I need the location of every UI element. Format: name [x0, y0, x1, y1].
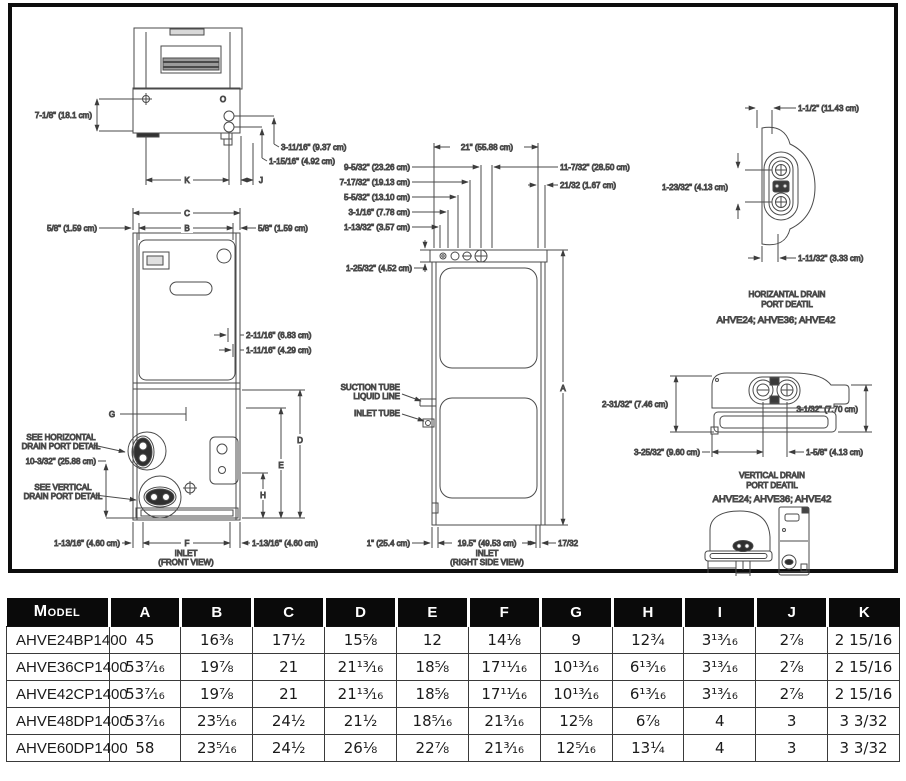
dim-label: 2-31/32" (7.46 cm): [602, 400, 668, 409]
dim-label-e: E: [278, 461, 284, 470]
value-cell: 15⅝: [325, 627, 397, 654]
value-cell: 3: [756, 708, 828, 735]
value-cell: 21¹³⁄₁₆: [325, 654, 397, 681]
value-cell: 12⅝: [540, 708, 612, 735]
detail-caption-2: PORT DEATIL: [746, 481, 798, 490]
dim-label: 10-3/32" (25.88 cm): [25, 457, 96, 466]
dim-label: 1-25/32" (4.52 cm): [346, 264, 412, 273]
dim-label-a: A: [560, 384, 566, 393]
top-view-drawing: [35, 28, 347, 185]
dim-label: 1-1/2" (11.43 cm): [798, 104, 859, 113]
view-caption-inlet: INLET: [475, 549, 499, 558]
dim-label: 1-15/16" (4.92 cm): [269, 157, 335, 166]
dim-label: 3-1/16" (7.78 cm): [348, 208, 410, 217]
model-cell: AHVE24BP1400: [7, 627, 110, 654]
model-cell: AHVE48DP1400: [7, 708, 110, 735]
value-cell: 3 3/32: [828, 708, 900, 735]
dim-label: 17/32: [558, 539, 579, 548]
column-header-i: I: [684, 598, 756, 627]
value-cell: 21³⁄₁₆: [468, 735, 540, 762]
value-cell: 2 15/16: [828, 654, 900, 681]
dim-label: 1-11/16" (4.29 cm): [246, 346, 312, 355]
column-header-d: D: [325, 598, 397, 627]
column-header-model: Model: [7, 598, 110, 627]
model-cell: AHVE42CP1400: [7, 681, 110, 708]
dim-label: 3-1/32" (7.70 cm): [796, 405, 858, 414]
value-cell: 21³⁄₁₆: [468, 708, 540, 735]
dim-label: 1-13/16" (4.60 cm): [252, 539, 318, 548]
dim-label: 2-11/16" (6.83 cm): [246, 331, 312, 340]
column-header-g: G: [540, 598, 612, 627]
horizontal-drain-detail-drawing: [662, 104, 864, 326]
detail-caption: VERTICAL DRAIN: [739, 471, 805, 480]
dim-label: 7-17/32" (19.13 cm): [339, 178, 410, 187]
value-cell: 3¹³⁄₁₆: [684, 681, 756, 708]
dim-label: 3-11/16" (9.37 cm): [281, 143, 347, 152]
value-cell: 6¹³⁄₁₆: [612, 654, 684, 681]
value-cell: 10¹³⁄₁₆: [540, 654, 612, 681]
value-cell: 17¹¹⁄₁₆: [468, 681, 540, 708]
detail-models: AHVE24; AHVE36; AHVE42: [716, 315, 836, 326]
dim-label-d: D: [297, 436, 303, 445]
value-cell: 3 3/32: [828, 735, 900, 762]
dim-label: 19.5" (49.53 cm): [457, 539, 517, 548]
callout-suction-tube: SUCTION TUBE: [340, 383, 400, 392]
model-cell: AHVE36CP1400: [7, 654, 110, 681]
value-cell: 9: [540, 627, 612, 654]
value-cell: 21¹³⁄₁₆: [325, 681, 397, 708]
right-side-view-drawing: [340, 141, 631, 567]
value-cell: 24½: [253, 735, 325, 762]
dimensions-table-section: [6, 598, 900, 762]
column-header-j: J: [756, 598, 828, 627]
value-cell: 21: [253, 654, 325, 681]
table-row: [7, 681, 900, 708]
value-cell: 12: [396, 627, 468, 654]
value-cell: 18⅝: [396, 654, 468, 681]
drain-thumbnails: [705, 507, 809, 576]
view-caption-inlet: INLET: [174, 549, 198, 558]
dim-label-h: H: [260, 491, 266, 500]
vertical-drain-detail-drawing: [602, 373, 872, 505]
column-header-h: H: [612, 598, 684, 627]
view-caption-front: (FRONT VIEW): [158, 558, 214, 567]
column-header-e: E: [396, 598, 468, 627]
value-cell: 22⅞: [396, 735, 468, 762]
value-cell: 4: [684, 708, 756, 735]
value-cell: 21½: [325, 708, 397, 735]
dim-label: 21" (55.88 cm): [460, 143, 514, 152]
table-row: [7, 654, 900, 681]
column-header-a: A: [109, 598, 181, 627]
table-row: [7, 708, 900, 735]
dim-label: 11-7/32" (28.50 cm): [560, 163, 630, 172]
table-row: [7, 735, 900, 762]
dim-label: 1-13/32" (3.57 cm): [344, 223, 410, 232]
dim-label-c: C: [184, 209, 190, 218]
callout-vertical-drain: SEE VERTICAL: [34, 483, 92, 492]
value-cell: 4: [684, 735, 756, 762]
value-cell: 13¼: [612, 735, 684, 762]
detail-models: AHVE24; AHVE36; AHVE42: [712, 494, 832, 505]
value-cell: 2⅞: [756, 681, 828, 708]
column-header-c: C: [253, 598, 325, 627]
detail-caption: HORIZANTAL DRAIN: [748, 290, 826, 299]
value-cell: 6⅞: [612, 708, 684, 735]
dim-label: 5/8" (1.59 cm): [47, 224, 97, 233]
value-cell: 18⁵⁄₁₆: [396, 708, 468, 735]
dim-label-g: G: [108, 410, 116, 419]
dim-label-b: B: [184, 224, 190, 233]
callout-liquid-line: LIQUID LINE: [353, 392, 400, 401]
value-cell: 17½: [253, 627, 325, 654]
value-cell: 3¹³⁄₁₆: [684, 627, 756, 654]
value-cell: 17¹¹⁄₁₆: [468, 654, 540, 681]
value-cell: 14⅛: [468, 627, 540, 654]
value-cell: 10¹³⁄₁₆: [540, 681, 612, 708]
dim-label: 5/8" (1.59 cm): [258, 224, 308, 233]
column-header-k: K: [828, 598, 900, 627]
model-cell: AHVE60DP1400: [7, 735, 110, 762]
dim-label: 1-11/32" (3.33 cm): [798, 254, 864, 263]
value-cell: 21: [253, 681, 325, 708]
dim-label-j: J: [259, 176, 263, 185]
value-cell: 19⅞: [181, 654, 253, 681]
dim-label-f: F: [184, 539, 190, 548]
dim-label-k: K: [184, 176, 190, 185]
value-cell: 45: [109, 627, 181, 654]
table-body: [7, 627, 900, 762]
value-cell: 2 15/16: [828, 681, 900, 708]
callout-horizontal-drain: SEE HORIZONTAL: [26, 433, 96, 442]
table-row: [7, 627, 900, 654]
value-cell: 23⁵⁄₁₆: [181, 735, 253, 762]
value-cell: 58: [109, 735, 181, 762]
value-cell: 26⅛: [325, 735, 397, 762]
detail-caption-2: PORT DEATIL: [761, 300, 813, 309]
dim-label-o: O: [219, 95, 227, 104]
value-cell: 16⅜: [181, 627, 253, 654]
value-cell: 2⅞: [756, 654, 828, 681]
dim-label: 5-5/32" (13.10 cm): [344, 193, 410, 202]
dim-label: 7-1/8" (18.1 cm): [34, 111, 92, 120]
value-cell: 6¹³⁄₁₆: [612, 681, 684, 708]
front-view-drawing: [22, 207, 319, 567]
value-cell: 24½: [253, 708, 325, 735]
column-header-f: F: [468, 598, 540, 627]
value-cell: 23⁵⁄₁₆: [181, 708, 253, 735]
value-cell: 19⅞: [181, 681, 253, 708]
value-cell: 12⁵⁄₁₆: [540, 735, 612, 762]
dimensions-table: [6, 598, 900, 762]
column-header-b: B: [181, 598, 253, 627]
value-cell: 2 15/16: [828, 627, 900, 654]
value-cell: 53⁷⁄₁₆: [109, 681, 181, 708]
value-cell: 2⅞: [756, 627, 828, 654]
value-cell: 53⁷⁄₁₆: [109, 708, 181, 735]
value-cell: 12¾: [612, 627, 684, 654]
callout-inlet-tube: INLET TUBE: [354, 409, 400, 418]
dim-label: 1-13/16" (4.60 cm): [54, 539, 120, 548]
dim-label: 9-5/32" (23.26 cm): [344, 163, 410, 172]
value-cell: 3: [756, 735, 828, 762]
callout-vertical-drain-2: DRAIN PORT DETAIL: [23, 492, 103, 501]
view-caption-right-side: (RIGHT SIDE VIEW): [450, 558, 524, 567]
dim-label: 3-25/32" (9.60 cm): [634, 448, 700, 457]
callout-horizontal-drain-2: DRAIN PORT DETAIL: [21, 442, 101, 451]
dim-label: 21/32 (1.67 cm): [560, 181, 617, 190]
value-cell: 3¹³⁄₁₆: [684, 654, 756, 681]
dim-label: 1" (25.4 cm): [366, 539, 410, 548]
value-cell: 18⅝: [396, 681, 468, 708]
dim-label: 1-23/32" (4.13 cm): [662, 183, 728, 192]
table-header-row: [7, 598, 900, 627]
dim-label: 1-5/8" (4.13 cm): [806, 448, 864, 457]
value-cell: 53⁷⁄₁₆: [109, 654, 181, 681]
